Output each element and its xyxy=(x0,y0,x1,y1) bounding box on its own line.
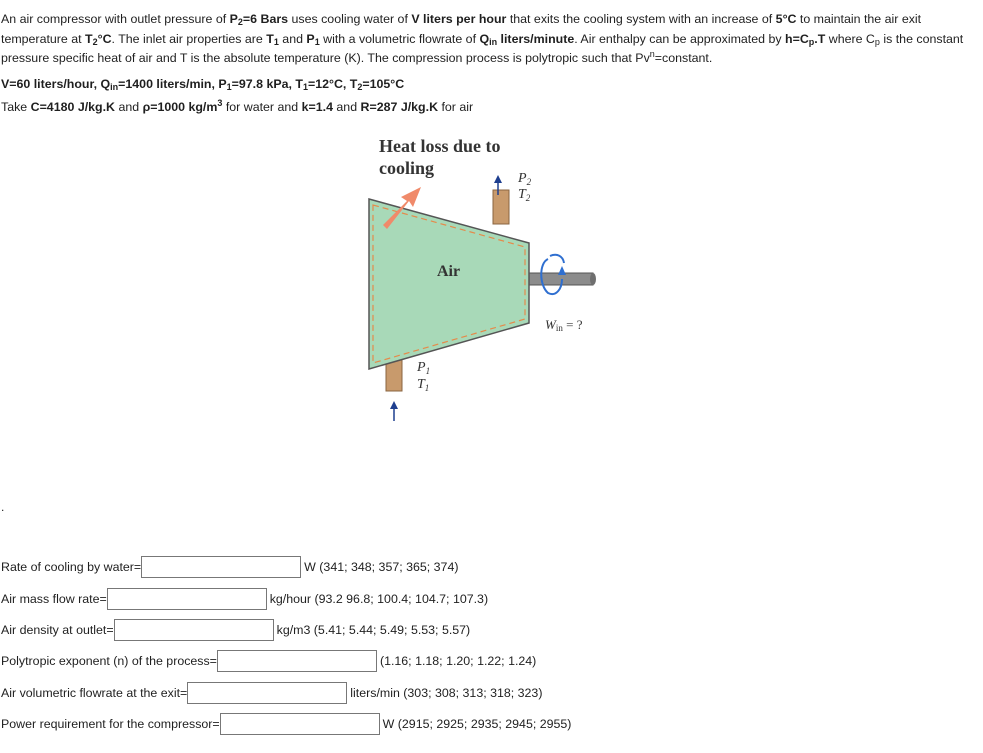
inlet-pressure-label: $P_1$ xyxy=(417,360,431,376)
compressor-figure xyxy=(355,135,605,430)
answer-hint: W (341; 348; 357; 365; 374) xyxy=(304,560,459,574)
exit-flowrate-input[interactable] xyxy=(187,682,347,704)
work-input-label: $W_{in}$ = ? xyxy=(545,317,583,333)
answer-row-outlet-density xyxy=(1,619,470,641)
power-input[interactable] xyxy=(220,713,380,735)
shaft-end xyxy=(590,273,596,285)
problem-statement xyxy=(1,10,979,118)
answer-row-exit-flowrate xyxy=(1,682,542,704)
problem-paragraph: An air compressor with outlet pressure of $P_2=6$ Bars uses cooling water of V liters per hour that exits the cooling system with an increase of 5°C to maintain the air exit temperature at $T_2^\circ C$. The inlet air properties are $T_1$ and $P_1$ with a volumetric flowrate of $Q_{in}$ liters/minute. Air enthalpy can be approximated by $h=C_p.T$ where $C_p$ is the constant pressure specific heat of air and T is the absolute temperature (K). The compression process is polytropic such that $Pv^n=constant$. xyxy=(1,12,964,65)
answer-label: Rate of cooling by water= xyxy=(1,560,142,574)
outlet-temperature-label: $T_2$ xyxy=(518,187,531,203)
rotation-arrowhead xyxy=(558,266,566,275)
mass-flow-input[interactable] xyxy=(107,588,267,610)
answer-hint: liters/min (303; 308; 313; 318; 323) xyxy=(350,686,543,700)
rotation-arrow-top xyxy=(550,255,564,263)
answer-hint: kg/m3 (5.41; 5.44; 5.49; 5.53; 5.57) xyxy=(276,623,471,637)
answer-row-cooling-rate xyxy=(1,556,458,578)
answer-label: Air mass flow rate= xyxy=(1,592,107,606)
answer-row-power xyxy=(1,713,571,735)
inlet-temperature-label: $T_1$ xyxy=(417,377,430,393)
answer-label: Power requirement for the compressor= xyxy=(1,717,220,731)
outlet-pipe xyxy=(493,190,509,224)
heat-loss-label: Heat loss due to cooling xyxy=(379,136,501,178)
outlet-density-input[interactable] xyxy=(114,619,274,641)
inlet-flow-arrowhead xyxy=(390,401,398,409)
answer-label: Air volumetric flowrate at the exit= xyxy=(1,686,188,700)
cooling-rate-input[interactable] xyxy=(141,556,301,578)
outlet-pressure-label: $P_2$ xyxy=(518,171,532,187)
answer-label: Air density at outlet= xyxy=(1,623,114,637)
compressor-drawing xyxy=(355,135,605,430)
air-label: Air xyxy=(437,263,461,280)
given-values: V=60 liters/hour, $Q_{in}=1400$ liters/min, $P_1=97.8$ kPa, $T_1=12^\circ C$, $T_2=105^\circ C$ xyxy=(1,76,405,92)
answer-hint: kg/hour (93.2 96.8; 100.4; 104.7; 107.3) xyxy=(269,592,489,606)
answer-hint: (1.16; 1.18; 1.20; 1.22; 1.24) xyxy=(379,654,537,668)
constants-line: Take C=4180 J/kg.K and ρ=1000 $kg/m^3$ for water and k=1.4 and R=287 J/kg.K for air xyxy=(1,98,474,114)
answer-row-mass-flow xyxy=(1,588,488,610)
polytropic-exponent-input[interactable] xyxy=(217,650,377,672)
answer-row-polytropic-exponent xyxy=(1,650,536,672)
answer-hint: W (2915; 2925; 2935; 2945; 2955) xyxy=(382,717,572,731)
answer-label: Polytropic exponent (n) of the process= xyxy=(1,654,217,668)
stray-dot: . xyxy=(1,500,5,514)
